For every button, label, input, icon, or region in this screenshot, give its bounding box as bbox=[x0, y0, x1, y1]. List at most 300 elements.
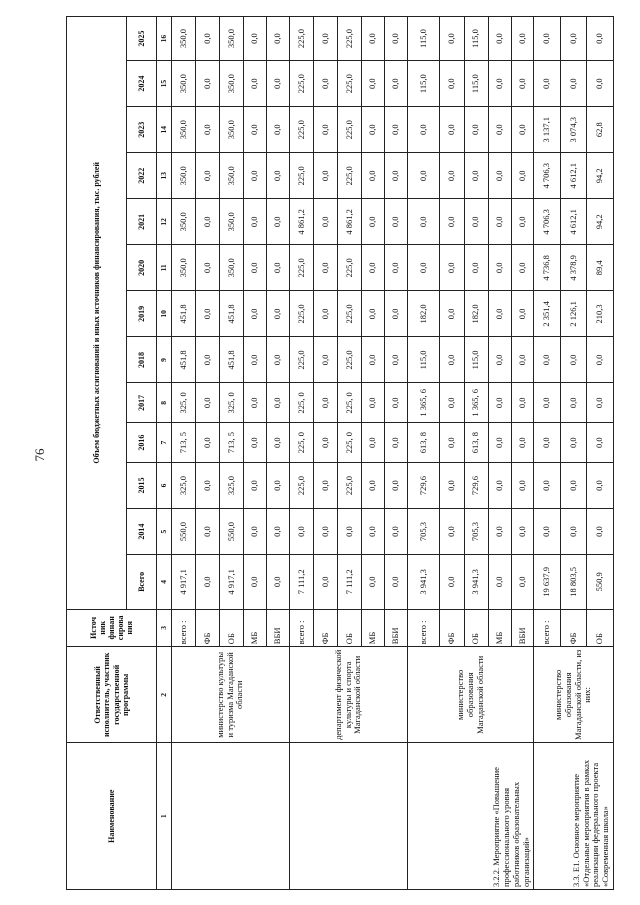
column-number-row bbox=[157, 17, 172, 890]
total-cell: 0,0 bbox=[385, 555, 408, 609]
budget-table bbox=[66, 16, 614, 890]
value-cell: 350,0 bbox=[220, 245, 244, 291]
value-cell: 4 706,3 bbox=[534, 153, 560, 199]
value-cell: 0,0 bbox=[511, 463, 534, 509]
value-cell: 0,0 bbox=[407, 107, 440, 153]
column-number: 9 bbox=[157, 337, 172, 383]
value-cell: 713, 5 bbox=[220, 423, 244, 463]
value-cell: 0,0 bbox=[267, 199, 290, 245]
value-cell: 0,0 bbox=[511, 153, 534, 199]
total-cell: 7 111,2 bbox=[289, 555, 313, 609]
value-cell: 0,0 bbox=[407, 199, 440, 245]
value-cell: 62,8 bbox=[587, 107, 614, 153]
value-cell: 0,0 bbox=[534, 463, 560, 509]
source-cell: МБ bbox=[488, 609, 511, 647]
value-cell: 0,0 bbox=[587, 337, 614, 383]
value-cell: 350,0 bbox=[220, 107, 244, 153]
total-cell: 550,9 bbox=[587, 555, 614, 609]
value-cell: 0,0 bbox=[560, 509, 586, 555]
source-cell: ФБ bbox=[560, 609, 586, 647]
total-cell: 0,0 bbox=[244, 555, 267, 609]
value-cell: 0,0 bbox=[267, 245, 290, 291]
value-cell: 0,0 bbox=[244, 107, 267, 153]
value-cell: 0,0 bbox=[267, 337, 290, 383]
value-cell: 4 378,9 bbox=[560, 245, 586, 291]
value-cell: 225,0 bbox=[289, 61, 313, 107]
value-cell: 4 612,1 bbox=[560, 199, 586, 245]
value-cell: 0,0 bbox=[464, 245, 488, 291]
value-cell: 225,0 bbox=[338, 107, 362, 153]
value-cell: 705,3 bbox=[407, 509, 440, 555]
header-source: Источ ник финан сирова ния bbox=[67, 609, 157, 647]
value-cell: 210,3 bbox=[587, 291, 614, 337]
value-cell: 0,0 bbox=[511, 107, 534, 153]
page-number: 76 bbox=[32, 448, 47, 462]
source-cell: всего : bbox=[407, 609, 440, 647]
value-cell: 225,0 bbox=[289, 291, 313, 337]
value-cell: 0,0 bbox=[196, 199, 220, 245]
total-cell: 3 941,3 bbox=[464, 555, 488, 609]
value-cell: 0,0 bbox=[587, 61, 614, 107]
total-cell: 7 111,2 bbox=[338, 555, 362, 609]
rotated-table-container bbox=[66, 16, 614, 890]
value-cell: 0,0 bbox=[587, 463, 614, 509]
value-cell: 0,0 bbox=[244, 423, 267, 463]
column-number: 12 bbox=[157, 199, 172, 245]
value-cell: 0,0 bbox=[267, 423, 290, 463]
header-year: 2021 bbox=[127, 199, 157, 245]
column-number: 14 bbox=[157, 107, 172, 153]
value-cell: 0,0 bbox=[511, 17, 534, 61]
value-cell: 94,2 bbox=[587, 153, 614, 199]
header-year: 2025 bbox=[127, 17, 157, 61]
value-cell: 0,0 bbox=[244, 383, 267, 423]
executor-cell: министерство образования Магаданской области bbox=[407, 647, 533, 743]
value-cell: 0,0 bbox=[385, 107, 408, 153]
value-cell: 225,0 bbox=[289, 463, 313, 509]
source-cell: МБ bbox=[362, 609, 385, 647]
value-cell: 0,0 bbox=[488, 61, 511, 107]
header-name: Наименование bbox=[67, 743, 157, 890]
value-cell: 0,0 bbox=[488, 291, 511, 337]
value-cell: 0,0 bbox=[314, 383, 338, 423]
header-year: 2014 bbox=[127, 509, 157, 555]
value-cell: 0,0 bbox=[440, 337, 464, 383]
value-cell: 0,0 bbox=[587, 423, 614, 463]
value-cell: 0,0 bbox=[488, 383, 511, 423]
value-cell: 0,0 bbox=[534, 423, 560, 463]
value-cell: 0,0 bbox=[440, 509, 464, 555]
value-cell: 0,0 bbox=[560, 383, 586, 423]
header-year: 2024 bbox=[127, 61, 157, 107]
source-cell: ВБИ bbox=[267, 609, 290, 647]
value-cell: 0,0 bbox=[385, 245, 408, 291]
value-cell: 0,0 bbox=[440, 199, 464, 245]
value-cell: 225,0 bbox=[289, 107, 313, 153]
value-cell: 0,0 bbox=[488, 17, 511, 61]
value-cell: 350,0 bbox=[172, 107, 196, 153]
value-cell: 225,0 bbox=[289, 17, 313, 61]
value-cell: 0,0 bbox=[196, 383, 220, 423]
source-cell: всего : bbox=[289, 609, 313, 647]
value-cell: 350,0 bbox=[220, 199, 244, 245]
total-cell: 0,0 bbox=[440, 555, 464, 609]
value-cell: 0,0 bbox=[244, 291, 267, 337]
value-cell: 0,0 bbox=[511, 383, 534, 423]
header-year: 2019 bbox=[127, 291, 157, 337]
value-cell: 3 074,3 bbox=[560, 107, 586, 153]
value-cell: 0,0 bbox=[511, 245, 534, 291]
header-executor: Ответственный исполнитель, участник государственной программы bbox=[67, 647, 157, 743]
value-cell: 0,0 bbox=[464, 107, 488, 153]
value-cell: 0,0 bbox=[267, 383, 290, 423]
value-cell: 0,0 bbox=[385, 153, 408, 199]
value-cell: 0,0 bbox=[385, 383, 408, 423]
value-cell: 4 706,3 bbox=[534, 199, 560, 245]
total-cell: 0,0 bbox=[196, 555, 220, 609]
value-cell: 729,6 bbox=[464, 463, 488, 509]
value-cell: 0,0 bbox=[440, 17, 464, 61]
header-budget-title: Объем бюджетных ассигнований и иных источников финансирования, тыс. рублей bbox=[67, 17, 127, 610]
value-cell: 0,0 bbox=[196, 107, 220, 153]
value-cell: 225,0 bbox=[338, 245, 362, 291]
column-number: 2 bbox=[157, 647, 172, 743]
value-cell: 115,0 bbox=[407, 61, 440, 107]
value-cell: 0,0 bbox=[314, 107, 338, 153]
value-cell: 0,0 bbox=[244, 17, 267, 61]
value-cell: 0,0 bbox=[560, 61, 586, 107]
value-cell: 0,0 bbox=[362, 61, 385, 107]
header-year: 2017 bbox=[127, 383, 157, 423]
value-cell: 0,0 bbox=[267, 509, 290, 555]
value-cell: 350,0 bbox=[172, 199, 196, 245]
table-row bbox=[407, 17, 440, 890]
value-cell: 115,0 bbox=[407, 17, 440, 61]
value-cell: 225,0 bbox=[338, 463, 362, 509]
source-cell: ОБ bbox=[587, 609, 614, 647]
total-cell: 0,0 bbox=[267, 555, 290, 609]
value-cell: 0,0 bbox=[488, 509, 511, 555]
value-cell: 0,0 bbox=[488, 199, 511, 245]
value-cell: 451,8 bbox=[172, 291, 196, 337]
value-cell: 0,0 bbox=[560, 423, 586, 463]
total-cell: 0,0 bbox=[362, 555, 385, 609]
value-cell: 350,0 bbox=[220, 153, 244, 199]
value-cell: 182,0 bbox=[407, 291, 440, 337]
value-cell: 0,0 bbox=[244, 61, 267, 107]
value-cell: 0,0 bbox=[534, 509, 560, 555]
value-cell: 225,0 bbox=[289, 153, 313, 199]
value-cell: 0,0 bbox=[385, 423, 408, 463]
header-year: 2023 bbox=[127, 107, 157, 153]
value-cell: 550,0 bbox=[172, 509, 196, 555]
value-cell: 729,6 bbox=[407, 463, 440, 509]
value-cell: 0,0 bbox=[244, 199, 267, 245]
value-cell: 0,0 bbox=[464, 153, 488, 199]
value-cell: 0,0 bbox=[267, 61, 290, 107]
value-cell: 0,0 bbox=[534, 337, 560, 383]
value-cell: 713, 5 bbox=[172, 423, 196, 463]
total-cell: 4 917,1 bbox=[220, 555, 244, 609]
value-cell: 0,0 bbox=[407, 245, 440, 291]
value-cell: 0,0 bbox=[440, 423, 464, 463]
value-cell: 4 612,1 bbox=[560, 153, 586, 199]
value-cell: 3 137,1 bbox=[534, 107, 560, 153]
column-number: 1 bbox=[157, 743, 172, 890]
value-cell: 1 365, 6 bbox=[407, 383, 440, 423]
value-cell: 325, 0 bbox=[220, 383, 244, 423]
value-cell: 225,0 bbox=[338, 337, 362, 383]
row-name-cell bbox=[172, 743, 290, 890]
value-cell: 225, 0 bbox=[338, 423, 362, 463]
column-number: 10 bbox=[157, 291, 172, 337]
value-cell: 0,0 bbox=[314, 61, 338, 107]
source-cell: ФБ bbox=[314, 609, 338, 647]
value-cell: 0,0 bbox=[362, 153, 385, 199]
executor-cell: министерство образования Магаданской области, из них: bbox=[534, 647, 614, 743]
column-number: 3 bbox=[157, 609, 172, 647]
value-cell: 705,3 bbox=[464, 509, 488, 555]
value-cell: 0,0 bbox=[464, 199, 488, 245]
value-cell: 182,0 bbox=[464, 291, 488, 337]
table-row bbox=[172, 17, 196, 890]
value-cell: 0,0 bbox=[196, 337, 220, 383]
column-number: 4 bbox=[157, 555, 172, 609]
table-row bbox=[289, 17, 313, 890]
value-cell: 0,0 bbox=[440, 291, 464, 337]
value-cell: 0,0 bbox=[362, 291, 385, 337]
source-cell: ОБ bbox=[464, 609, 488, 647]
header-total: Всего bbox=[127, 555, 157, 609]
value-cell: 0,0 bbox=[362, 245, 385, 291]
value-cell: 0,0 bbox=[314, 337, 338, 383]
value-cell: 0,0 bbox=[196, 17, 220, 61]
table-row bbox=[534, 17, 560, 890]
column-number: 7 bbox=[157, 423, 172, 463]
value-cell: 0,0 bbox=[511, 509, 534, 555]
header-row-1 bbox=[67, 17, 127, 890]
value-cell: 0,0 bbox=[587, 509, 614, 555]
value-cell: 0,0 bbox=[534, 61, 560, 107]
value-cell: 0,0 bbox=[362, 383, 385, 423]
column-number: 13 bbox=[157, 153, 172, 199]
value-cell: 0,0 bbox=[244, 245, 267, 291]
source-cell: МБ bbox=[244, 609, 267, 647]
value-cell: 0,0 bbox=[362, 199, 385, 245]
value-cell: 225,0 bbox=[338, 291, 362, 337]
value-cell: 0,0 bbox=[440, 383, 464, 423]
value-cell: 0,0 bbox=[314, 245, 338, 291]
value-cell: 0,0 bbox=[587, 383, 614, 423]
value-cell: 225, 0 bbox=[338, 383, 362, 423]
column-number: 8 bbox=[157, 383, 172, 423]
column-number: 16 bbox=[157, 17, 172, 61]
value-cell: 0,0 bbox=[511, 423, 534, 463]
total-cell: 4 917,1 bbox=[172, 555, 196, 609]
value-cell: 0,0 bbox=[244, 153, 267, 199]
value-cell: 451,8 bbox=[220, 337, 244, 383]
value-cell: 325, 0 bbox=[172, 383, 196, 423]
value-cell: 0,0 bbox=[289, 509, 313, 555]
row-name-cell bbox=[289, 743, 407, 890]
value-cell: 0,0 bbox=[385, 463, 408, 509]
value-cell: 0,0 bbox=[314, 17, 338, 61]
value-cell: 0,0 bbox=[440, 153, 464, 199]
value-cell: 451,8 bbox=[220, 291, 244, 337]
value-cell: 4 861,2 bbox=[289, 199, 313, 245]
value-cell: 0,0 bbox=[314, 199, 338, 245]
source-cell: ОБ bbox=[220, 609, 244, 647]
value-cell: 0,0 bbox=[314, 423, 338, 463]
value-cell: 613, 8 bbox=[464, 423, 488, 463]
value-cell: 115,0 bbox=[407, 337, 440, 383]
value-cell: 0,0 bbox=[511, 337, 534, 383]
value-cell: 0,0 bbox=[196, 291, 220, 337]
value-cell: 1 365, 6 bbox=[464, 383, 488, 423]
value-cell: 4 861,2 bbox=[338, 199, 362, 245]
total-cell: 0,0 bbox=[488, 555, 511, 609]
column-number: 6 bbox=[157, 463, 172, 509]
value-cell: 0,0 bbox=[362, 509, 385, 555]
value-cell: 225,0 bbox=[289, 337, 313, 383]
value-cell: 0,0 bbox=[362, 107, 385, 153]
value-cell: 225,0 bbox=[338, 61, 362, 107]
value-cell: 0,0 bbox=[488, 107, 511, 153]
value-cell: 0,0 bbox=[488, 463, 511, 509]
value-cell: 2 351,4 bbox=[534, 291, 560, 337]
value-cell: 0,0 bbox=[385, 61, 408, 107]
value-cell: 0,0 bbox=[385, 337, 408, 383]
value-cell: 0,0 bbox=[440, 61, 464, 107]
value-cell: 0,0 bbox=[511, 291, 534, 337]
source-cell: ОБ bbox=[338, 609, 362, 647]
value-cell: 0,0 bbox=[314, 509, 338, 555]
value-cell: 0,0 bbox=[362, 463, 385, 509]
value-cell: 350,0 bbox=[220, 61, 244, 107]
value-cell: 0,0 bbox=[488, 245, 511, 291]
value-cell: 0,0 bbox=[196, 423, 220, 463]
value-cell: 115,0 bbox=[464, 17, 488, 61]
executor-cell: департамент физической культуры и спорта Магаданской области bbox=[289, 647, 407, 743]
value-cell: 0,0 bbox=[534, 383, 560, 423]
value-cell: 0,0 bbox=[196, 463, 220, 509]
value-cell: 0,0 bbox=[338, 509, 362, 555]
value-cell: 0,0 bbox=[362, 423, 385, 463]
row-name-cell: 3.2.2. Мероприятие «Повышение профессионального уровня работников образовательных организаций» bbox=[407, 743, 533, 890]
value-cell: 0,0 bbox=[488, 423, 511, 463]
total-cell: 0,0 bbox=[511, 555, 534, 609]
source-cell: всего : bbox=[534, 609, 560, 647]
value-cell: 89,4 bbox=[587, 245, 614, 291]
row-name-cell: 3.3. Е1. Основное мероприятие «Отдельные мероприятия в рамках реализации федерального проекта «Современная школа» bbox=[534, 743, 614, 890]
value-cell: 0,0 bbox=[534, 17, 560, 61]
value-cell: 0,0 bbox=[440, 463, 464, 509]
value-cell: 0,0 bbox=[385, 509, 408, 555]
table-body bbox=[172, 17, 614, 890]
total-cell: 0,0 bbox=[314, 555, 338, 609]
value-cell: 225,0 bbox=[289, 245, 313, 291]
column-number: 5 bbox=[157, 509, 172, 555]
value-cell: 613, 8 bbox=[407, 423, 440, 463]
value-cell: 0,0 bbox=[267, 153, 290, 199]
value-cell: 0,0 bbox=[267, 107, 290, 153]
executor-cell: министерство культуры и туризма Магаданской области bbox=[172, 647, 290, 743]
value-cell: 0,0 bbox=[196, 245, 220, 291]
value-cell: 451,8 bbox=[172, 337, 196, 383]
column-number: 15 bbox=[157, 61, 172, 107]
header-year: 2022 bbox=[127, 153, 157, 199]
value-cell: 0,0 bbox=[560, 463, 586, 509]
value-cell: 225, 0 bbox=[289, 423, 313, 463]
value-cell: 0,0 bbox=[196, 153, 220, 199]
value-cell: 0,0 bbox=[196, 509, 220, 555]
value-cell: 0,0 bbox=[587, 17, 614, 61]
column-number: 11 bbox=[157, 245, 172, 291]
value-cell: 0,0 bbox=[440, 107, 464, 153]
value-cell: 0,0 bbox=[362, 17, 385, 61]
value-cell: 350,0 bbox=[220, 17, 244, 61]
value-cell: 0,0 bbox=[511, 199, 534, 245]
value-cell: 350,0 bbox=[172, 245, 196, 291]
value-cell: 4 736,8 bbox=[534, 245, 560, 291]
value-cell: 225,0 bbox=[338, 153, 362, 199]
value-cell: 115,0 bbox=[464, 337, 488, 383]
value-cell: 0,0 bbox=[407, 153, 440, 199]
value-cell: 94,2 bbox=[587, 199, 614, 245]
value-cell: 0,0 bbox=[267, 291, 290, 337]
value-cell: 0,0 bbox=[314, 153, 338, 199]
value-cell: 0,0 bbox=[440, 245, 464, 291]
source-cell: ВБИ bbox=[511, 609, 534, 647]
header-year: 2015 bbox=[127, 463, 157, 509]
header-year: 2018 bbox=[127, 337, 157, 383]
total-cell: 18 803,5 bbox=[560, 555, 586, 609]
value-cell: 0,0 bbox=[267, 17, 290, 61]
value-cell: 0,0 bbox=[244, 337, 267, 383]
value-cell: 550,0 bbox=[220, 509, 244, 555]
value-cell: 325,0 bbox=[220, 463, 244, 509]
value-cell: 0,0 bbox=[267, 463, 290, 509]
total-cell: 19 637,9 bbox=[534, 555, 560, 609]
value-cell: 0,0 bbox=[196, 61, 220, 107]
header-year: 2020 bbox=[127, 245, 157, 291]
value-cell: 350,0 bbox=[172, 61, 196, 107]
header-year: 2016 bbox=[127, 423, 157, 463]
value-cell: 0,0 bbox=[244, 509, 267, 555]
value-cell: 0,0 bbox=[314, 291, 338, 337]
value-cell: 0,0 bbox=[560, 17, 586, 61]
table-area bbox=[66, 16, 614, 890]
value-cell: 225, 0 bbox=[289, 383, 313, 423]
value-cell: 0,0 bbox=[385, 291, 408, 337]
source-cell: ФБ bbox=[196, 609, 220, 647]
value-cell: 350,0 bbox=[172, 17, 196, 61]
value-cell: 0,0 bbox=[244, 463, 267, 509]
value-cell: 0,0 bbox=[385, 17, 408, 61]
source-cell: ФБ bbox=[440, 609, 464, 647]
value-cell: 0,0 bbox=[362, 337, 385, 383]
source-cell: ВБИ bbox=[385, 609, 408, 647]
value-cell: 0,0 bbox=[488, 337, 511, 383]
value-cell: 0,0 bbox=[314, 463, 338, 509]
value-cell: 0,0 bbox=[511, 61, 534, 107]
value-cell: 225,0 bbox=[338, 17, 362, 61]
source-cell: всего : bbox=[172, 609, 196, 647]
value-cell: 350,0 bbox=[172, 153, 196, 199]
value-cell: 0,0 bbox=[385, 199, 408, 245]
total-cell: 3 941,3 bbox=[407, 555, 440, 609]
value-cell: 0,0 bbox=[560, 337, 586, 383]
